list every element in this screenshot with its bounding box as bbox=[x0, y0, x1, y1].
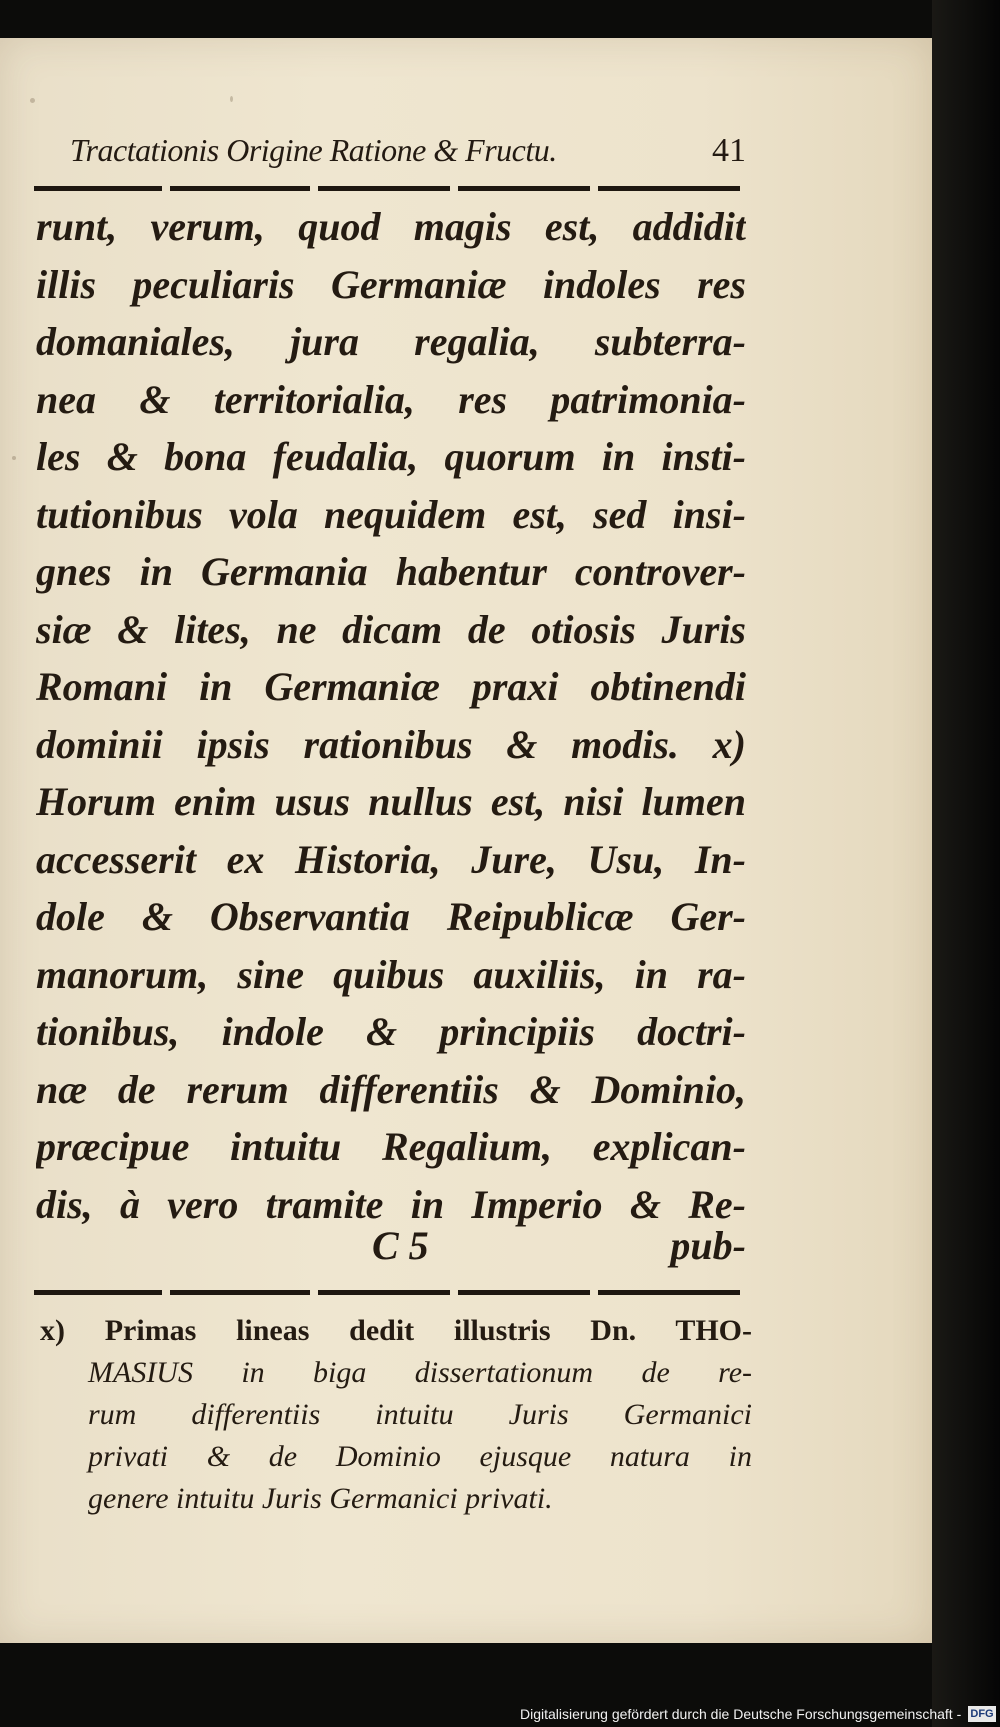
footnote-line: privati & de Dominio ejusque natura in bbox=[88, 1440, 752, 1473]
paper-speck bbox=[12, 456, 16, 460]
header-rule bbox=[34, 186, 162, 191]
text-line: næ de rerum differentiis & Dominio, bbox=[36, 1066, 746, 1112]
text-line: accesserit ex Historia, Jure, Usu, In- bbox=[36, 836, 746, 882]
footnote-rule bbox=[318, 1290, 450, 1295]
text-line: illis peculiaris Germaniæ indoles res bbox=[36, 261, 746, 307]
footnote-rule bbox=[458, 1290, 590, 1295]
page-header bbox=[70, 132, 746, 176]
text-line: nea & territorialia, res patrimonia- bbox=[36, 376, 746, 422]
signature-mark: C 5 bbox=[372, 1223, 429, 1268]
text-line: Horum enim usus nullus est, nisi lumen bbox=[36, 779, 746, 824]
text-line: Romani in Germaniæ praxi obtinendi bbox=[36, 664, 746, 709]
footnote bbox=[40, 1310, 752, 1520]
header-rule bbox=[318, 186, 450, 191]
text-line: dis, à vero tramite in Imperio & Re- bbox=[36, 1181, 746, 1227]
paper-speck bbox=[230, 96, 233, 102]
running-head: Tractationis Origine Ratione & Fructu. bbox=[70, 132, 557, 168]
header-rule bbox=[598, 186, 740, 191]
page-number: 41 bbox=[712, 132, 746, 169]
text-line: præcipue intuitu Regalium, explican- bbox=[36, 1124, 746, 1169]
book-edge-shadow bbox=[932, 0, 1000, 1727]
text-line: gnes in Germania habentur controver- bbox=[36, 549, 746, 594]
text-line: dominii ipsis rationibus & modis. x) bbox=[36, 721, 746, 767]
footnote-line: MASIUS in biga dissertationum de re- bbox=[88, 1356, 752, 1389]
catchword: pub- bbox=[670, 1223, 746, 1268]
dfg-logo: DFG bbox=[968, 1706, 996, 1722]
text-line: tionibus, indole & principiis doctri- bbox=[36, 1009, 746, 1054]
text-line: dole & Observantia Reipublicæ Ger- bbox=[36, 894, 746, 939]
digitization-credit: Digitalisierung gefördert durch die Deutsche Forschungsgemeinschaft - bbox=[520, 1706, 962, 1722]
footnote-rule bbox=[170, 1290, 310, 1295]
text-line: tutionibus vola nequidem est, sed insi- bbox=[36, 491, 746, 537]
text-line: manorum, sine quibus auxiliis, in ra- bbox=[36, 951, 746, 997]
footnote-rule bbox=[34, 1290, 162, 1295]
text-line: runt, verum, quod magis est, addidit bbox=[36, 204, 746, 249]
footnote-line: rum differentiis intuitu Juris Germanici bbox=[88, 1398, 752, 1431]
text-line: les & bona feudalia, quorum in insti- bbox=[36, 434, 746, 479]
footnote-rule bbox=[598, 1290, 740, 1295]
paper-speck bbox=[30, 98, 35, 103]
body-text bbox=[36, 198, 746, 1233]
header-rule bbox=[458, 186, 590, 191]
footnote-line: x) Primas lineas dedit illustris Dn. THO- bbox=[40, 1314, 752, 1347]
text-line: domaniales, jura regalia, subterra- bbox=[36, 319, 746, 364]
signature-line bbox=[36, 1222, 746, 1277]
text-line: siæ & lites, ne dicam de otiosis Juris bbox=[36, 606, 746, 652]
footnote-line: genere intuitu Juris Germanici privati. bbox=[88, 1482, 553, 1515]
header-rule bbox=[170, 186, 310, 191]
